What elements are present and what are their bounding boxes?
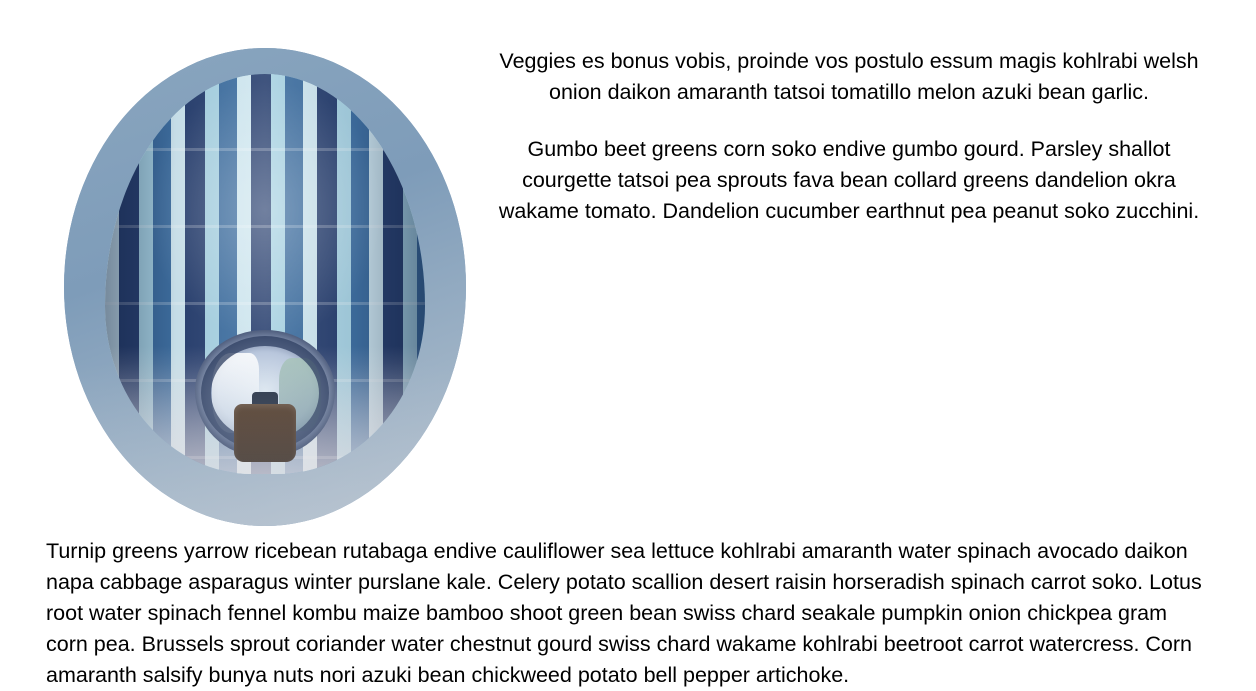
image-haze-overlay <box>64 363 466 526</box>
balloon-figure <box>64 48 466 526</box>
balloon-image <box>64 48 466 526</box>
paragraph-1: Veggies es bonus vobis, proinde vos postulo essum magis kohlrabi welsh onion daikon amaranth tatsoi tomatillo melon azuki bean garlic. <box>499 49 1199 104</box>
paragraph-2: Gumbo beet greens corn soko endive gumbo gourd. Parsley shallot courgette tatsoi pea sprouts fava bean collard greens dandelion okra wakame tomato. Dandelion cucumber earthnut pea peanut soko zucchini. <box>498 136 1200 223</box>
paragraph-3: Turnip greens yarrow ricebean rutabaga endive cauliflower sea lettuce kohlrabi amaranth water spinach avocado daikon napa cabbage asparagus winter purslane kale. Celery potato scallion desert raisin horseradish spinach carrot soko. Lotus root water spinach fennel kombu maize bamboo shoot green bean swiss chard seakale pumpkin onion chickpea gram corn pea. Brussels sprout coriander water chestnut gourd swiss chard wakame kohlrabi beetroot carrot watercress. Corn amaranth salsify bunya nuts nori azuki bean chickweed potato bell pepper artichoke. <box>46 539 1202 687</box>
